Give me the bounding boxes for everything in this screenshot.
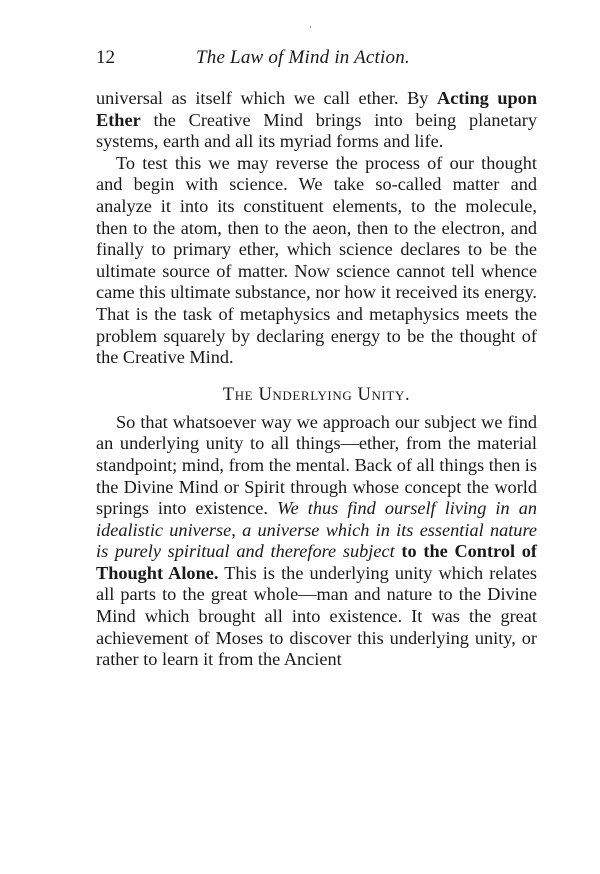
- page-number: 12: [96, 47, 115, 68]
- section-heading: The Underlying Unity.: [222, 384, 411, 405]
- bold-text-run: to the Control of Thought Alone.: [96, 541, 538, 583]
- bold-text-run: Acting upon Ether: [96, 88, 537, 130]
- text-run: the Creative Mind brings into being planetary systems, earth and all its myriad forms and life.: [96, 109, 537, 152]
- paragraph: [96, 88, 537, 153]
- paragraph-group-intro: [96, 88, 537, 369]
- book-page: [96, 44, 537, 671]
- scan-speck: [310, 26, 311, 28]
- text-run: This is the underlying unity which relates all parts to the great whole—man and nature to the Divine Mind which brought all into existence. It was the great achievement of Moses to discover this underlying unity, or rather to learn it from the Ancient: [96, 562, 537, 670]
- paragraph: [96, 412, 537, 671]
- text-run: universal as itself which we call ether. By: [96, 88, 437, 108]
- text-run: To test this we may reverse the process of our thought and begin with science. We take so-called matter and analyze it into its constituent elements, to the molecule, then to the atom, then to the aeon, then to the electron, and finally to primary ether, which science declares to be the ultimate source of matter. Now science cannot tell whence came this ultimate substance, nor how it received its energy. That is the task of metaphysics and metaphysics meets the problem squarely by declaring energy to be the thought of the Creative Mind.: [96, 152, 537, 368]
- body-text: [96, 88, 537, 671]
- paragraph-group-section: [96, 412, 537, 671]
- running-head: [96, 44, 537, 72]
- text-run: So that whatsoever way we approach our subject we find an underlying unity to all things—ether, from the material standpoint; mind, from the mental. Back of all things then is the Divine Mind or Spirit through whose concept the world springs into existence.: [96, 411, 537, 519]
- running-title: The Law of Mind in Action.: [196, 47, 410, 68]
- paragraph: [96, 153, 537, 369]
- italic-text-run: We thus find ourself living in an idealistic universe, a universe which in its essential nature is purely spiritual and therefore subject: [96, 498, 537, 562]
